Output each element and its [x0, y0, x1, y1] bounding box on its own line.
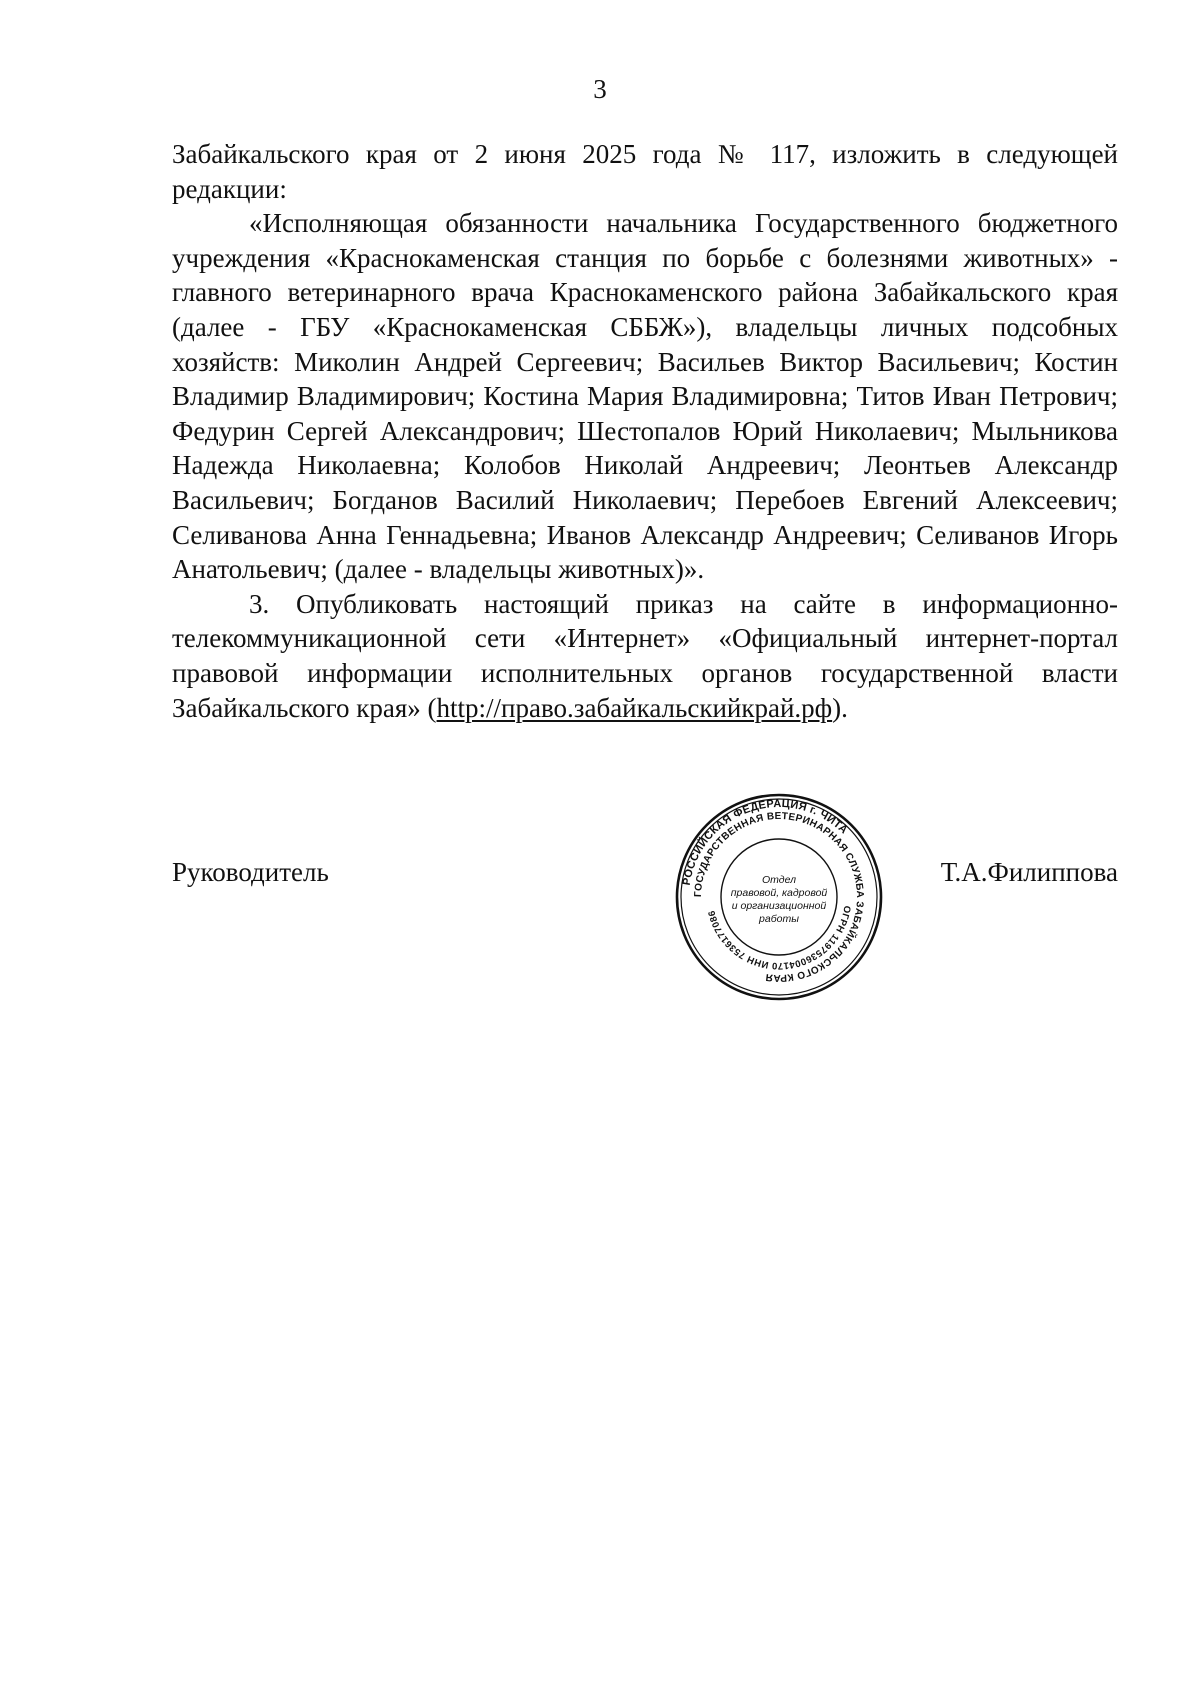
text-line: телекоммуникационной сети «Интернет» «Официальный интернет-портал: [172, 623, 1118, 654]
text-line: редакции:: [172, 173, 287, 204]
text-line: Селиванова Анна Геннадьевна; Иванов Александр Андреевич; Селиванов Игорь: [172, 519, 1118, 550]
official-stamp: [672, 790, 886, 1004]
text-line: Васильевич; Богданов Василий Николаевич; Перебоев Евгений Алексеевич;: [172, 484, 1118, 515]
text-line: Анатольевич; (далее - владельцы животных)».: [172, 554, 705, 585]
text-line: 3. Опубликовать настоящий приказ на сайте в информационно-: [249, 588, 1118, 619]
page-number: 3: [593, 74, 607, 104]
text-fragment: ).: [832, 692, 848, 723]
text-line: учреждения «Краснокаменская станция по борьбе с болезнями животных» -: [172, 242, 1118, 273]
text-line: хозяйств: Миколин Андрей Сергеевич; Васильев Виктор Васильевич; Костин: [172, 346, 1118, 377]
text-line: «Исполняющая обязанности начальника Государственного бюджетного: [249, 208, 1118, 239]
text-line: Федурин Сергей Александрович; Шестопалов Юрий Николаевич; Мыльникова: [172, 415, 1118, 446]
document-body: [172, 137, 1118, 725]
stamp-graphic: [672, 790, 886, 1004]
stamp-center-line: Отдел: [761, 874, 797, 886]
text-line: Надежда Николаевна; Колобов Николай Андреевич; Леонтьев Александр: [172, 450, 1118, 481]
portal-link[interactable]: http://право.забайкальскийкрай.рф: [436, 692, 833, 723]
text-line: (далее - ГБУ «Краснокаменская СББЖ»), владельцы личных подсобных: [172, 311, 1118, 342]
stamp-inner-ring-text: ОГРН 1197536004170 ИНН 7536177086: [706, 904, 853, 972]
signature-title: Руководитель: [172, 857, 329, 887]
stamp-center-line: работы: [759, 913, 799, 925]
stamp-center-line: и организационной: [731, 900, 827, 912]
text-line: [172, 691, 1118, 726]
stamp-outer-ring-text: РОССИЙСКАЯ ФЕДЕРАЦИЯ г. ЧИТА: [680, 797, 850, 887]
text-line: правовой информации исполнительных органов государственной власти: [172, 657, 1118, 688]
stamp-middle-ring-text: ГОСУДАРСТВЕННАЯ ВЕТЕРИНАРНАЯ СЛУЖБА ЗАБАЙКАЛЬСКОГО КРАЯ: [692, 810, 866, 984]
stamp-center-line: правовой, кадровой: [730, 887, 828, 899]
text-line: Владимир Владимирович; Костина Мария Владимировна; Титов Иван Петрович;: [172, 381, 1118, 412]
text-fragment: Забайкальского края» (: [172, 692, 437, 723]
signature-name: Т.А.Филиппова: [940, 857, 1118, 887]
text-line: главного ветеринарного врача Краснокаменского района Забайкальского края: [172, 277, 1118, 308]
text-line: Забайкальского края от 2 июня 2025 года № 117, изложить в следующей: [172, 139, 1118, 169]
